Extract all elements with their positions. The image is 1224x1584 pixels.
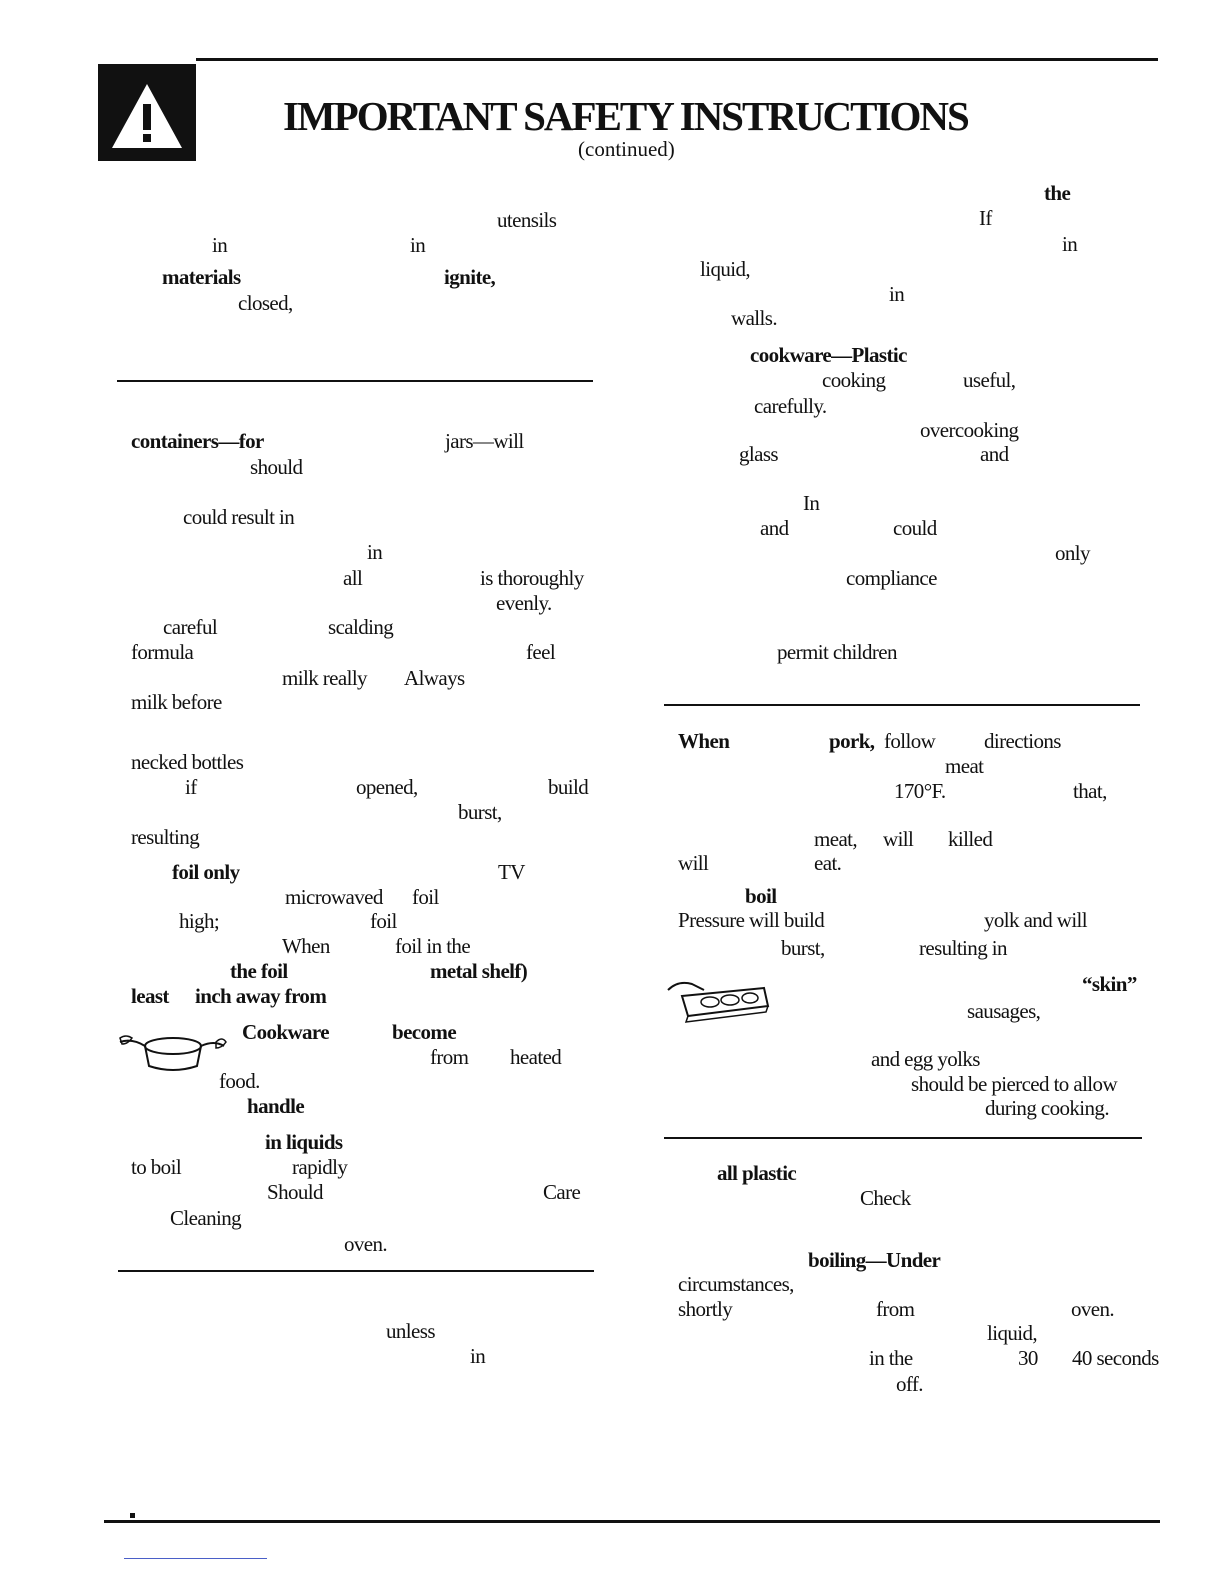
right-word: compliance <box>846 566 937 590</box>
right-word: oven. <box>1071 1297 1115 1321</box>
right-word: sausages, <box>967 999 1041 1023</box>
right-word: directions <box>984 729 1061 753</box>
right-word: meat, <box>814 827 858 851</box>
left-word: the foil <box>230 959 288 983</box>
page-subtitle: (continued) <box>578 137 675 161</box>
right-word: overcooking <box>920 418 1019 442</box>
right-word: cookware—Plastic <box>750 343 907 367</box>
right-word: Pressure will build <box>678 908 825 932</box>
right-word: and <box>760 516 789 540</box>
left-word: least <box>131 984 169 1008</box>
left-word: handle <box>247 1094 305 1118</box>
page-title: IMPORTANT SAFETY INSTRUCTIONS <box>283 93 968 139</box>
left-word: Care <box>543 1180 581 1204</box>
right-word: liquid, <box>987 1321 1038 1345</box>
right-word: In <box>803 491 820 515</box>
footer-rule <box>104 1520 1160 1523</box>
left-word: foil <box>412 885 439 909</box>
section-divider <box>117 380 593 382</box>
left-word: ignite, <box>444 265 496 289</box>
left-word: build <box>548 775 589 799</box>
right-word: cooking <box>822 368 886 392</box>
left-word: inch away from <box>195 984 327 1008</box>
left-word: could result in <box>183 505 295 529</box>
right-word: boil <box>745 884 777 908</box>
left-word: Cookware <box>242 1020 329 1044</box>
left-word: jars—will <box>445 429 524 453</box>
right-word: could <box>893 516 937 540</box>
right-word: glass <box>739 442 779 466</box>
right-word: from <box>876 1297 915 1321</box>
right-word: that, <box>1073 779 1107 803</box>
left-word: When <box>282 934 330 958</box>
right-word: off. <box>896 1372 923 1396</box>
right-word: the <box>1044 181 1071 205</box>
left-word: in <box>470 1344 486 1368</box>
right-word: will <box>678 851 709 875</box>
left-word: closed, <box>238 291 293 315</box>
right-word: useful, <box>963 368 1016 392</box>
right-word: meat <box>945 754 984 778</box>
left-word: milk before <box>131 690 222 714</box>
section-divider <box>664 1137 1142 1139</box>
section-divider <box>118 1270 594 1272</box>
left-word: milk really <box>282 666 367 690</box>
left-word: if <box>185 775 197 799</box>
left-word: all <box>343 566 363 590</box>
right-word: follow <box>884 729 936 753</box>
right-word: will <box>883 827 914 851</box>
left-word: to boil <box>131 1155 182 1179</box>
right-word: circumstances, <box>678 1272 794 1296</box>
footer-mark <box>130 1513 135 1518</box>
right-word: carefully. <box>754 394 827 418</box>
right-word: in the <box>869 1346 913 1370</box>
left-word: scalding <box>328 615 394 639</box>
right-word: 40 seconds <box>1072 1346 1159 1370</box>
dish-with-hand-illustration <box>664 976 774 1026</box>
right-word: walls. <box>731 306 777 330</box>
left-word: Cleaning <box>170 1206 242 1230</box>
right-word: in <box>889 282 905 306</box>
pot-handles-illustration <box>118 1024 228 1074</box>
left-word: oven. <box>344 1232 388 1256</box>
left-word: feel <box>526 640 556 664</box>
left-word: Always <box>404 666 465 690</box>
right-word: pork, <box>829 729 875 753</box>
left-word: opened, <box>356 775 418 799</box>
left-word: metal shelf) <box>430 959 528 983</box>
left-word: is thoroughly <box>480 566 584 590</box>
left-word: in <box>410 233 426 257</box>
left-word: microwaved <box>285 885 383 909</box>
right-word: and egg yolks <box>871 1047 980 1071</box>
left-word: from <box>430 1045 469 1069</box>
left-word: food. <box>219 1069 260 1093</box>
left-word: rapidly <box>292 1155 348 1179</box>
left-word: containers—for <box>131 429 264 453</box>
left-word: formula <box>131 640 194 664</box>
section-divider <box>664 704 1140 706</box>
right-word: burst, <box>781 936 825 960</box>
right-word: during cooking. <box>985 1096 1109 1120</box>
left-word: TV <box>498 860 525 884</box>
right-word: yolk and will <box>984 908 1088 932</box>
right-word: When <box>678 729 730 753</box>
right-word: and <box>980 442 1009 466</box>
left-word: burst, <box>458 800 502 824</box>
left-word: in <box>212 233 228 257</box>
left-word: evenly. <box>496 591 552 615</box>
right-word: Check <box>860 1186 911 1210</box>
right-word: permit children <box>777 640 897 664</box>
right-word: killed <box>948 827 993 851</box>
top-rule <box>196 58 1158 61</box>
left-word: become <box>392 1020 457 1044</box>
left-word: careful <box>163 615 218 639</box>
left-word: foil <box>370 909 397 933</box>
left-word: materials <box>162 265 241 289</box>
right-word: only <box>1055 541 1090 565</box>
right-word: 30 <box>1018 1346 1038 1370</box>
left-word: heated <box>510 1045 562 1069</box>
right-word: “skin” <box>1082 972 1137 996</box>
left-word: foil in the <box>395 934 471 958</box>
left-word: in liquids <box>265 1130 343 1154</box>
warning-box <box>98 64 196 161</box>
left-word: necked bottles <box>131 750 244 774</box>
left-word: in <box>367 540 383 564</box>
left-word: utensils <box>497 208 557 232</box>
right-word: If <box>979 206 992 230</box>
right-word: liquid, <box>700 257 751 281</box>
right-word: in <box>1062 232 1078 256</box>
left-word: unless <box>386 1319 435 1343</box>
right-word: boiling—Under <box>808 1248 941 1272</box>
right-word: should be pierced to allow <box>911 1072 1118 1096</box>
left-word: high; <box>179 909 220 933</box>
left-word: should <box>250 455 303 479</box>
left-word: foil only <box>172 860 240 884</box>
left-word: resulting <box>131 825 200 849</box>
warning-triangle-icon <box>98 64 196 161</box>
right-word: 170°F. <box>894 779 946 803</box>
right-word: shortly <box>678 1297 733 1321</box>
right-word: all plastic <box>717 1161 797 1185</box>
right-word: resulting in <box>919 936 1007 960</box>
footer-underline <box>124 1558 267 1559</box>
right-word: eat. <box>814 851 842 875</box>
left-word: Should <box>267 1180 323 1204</box>
